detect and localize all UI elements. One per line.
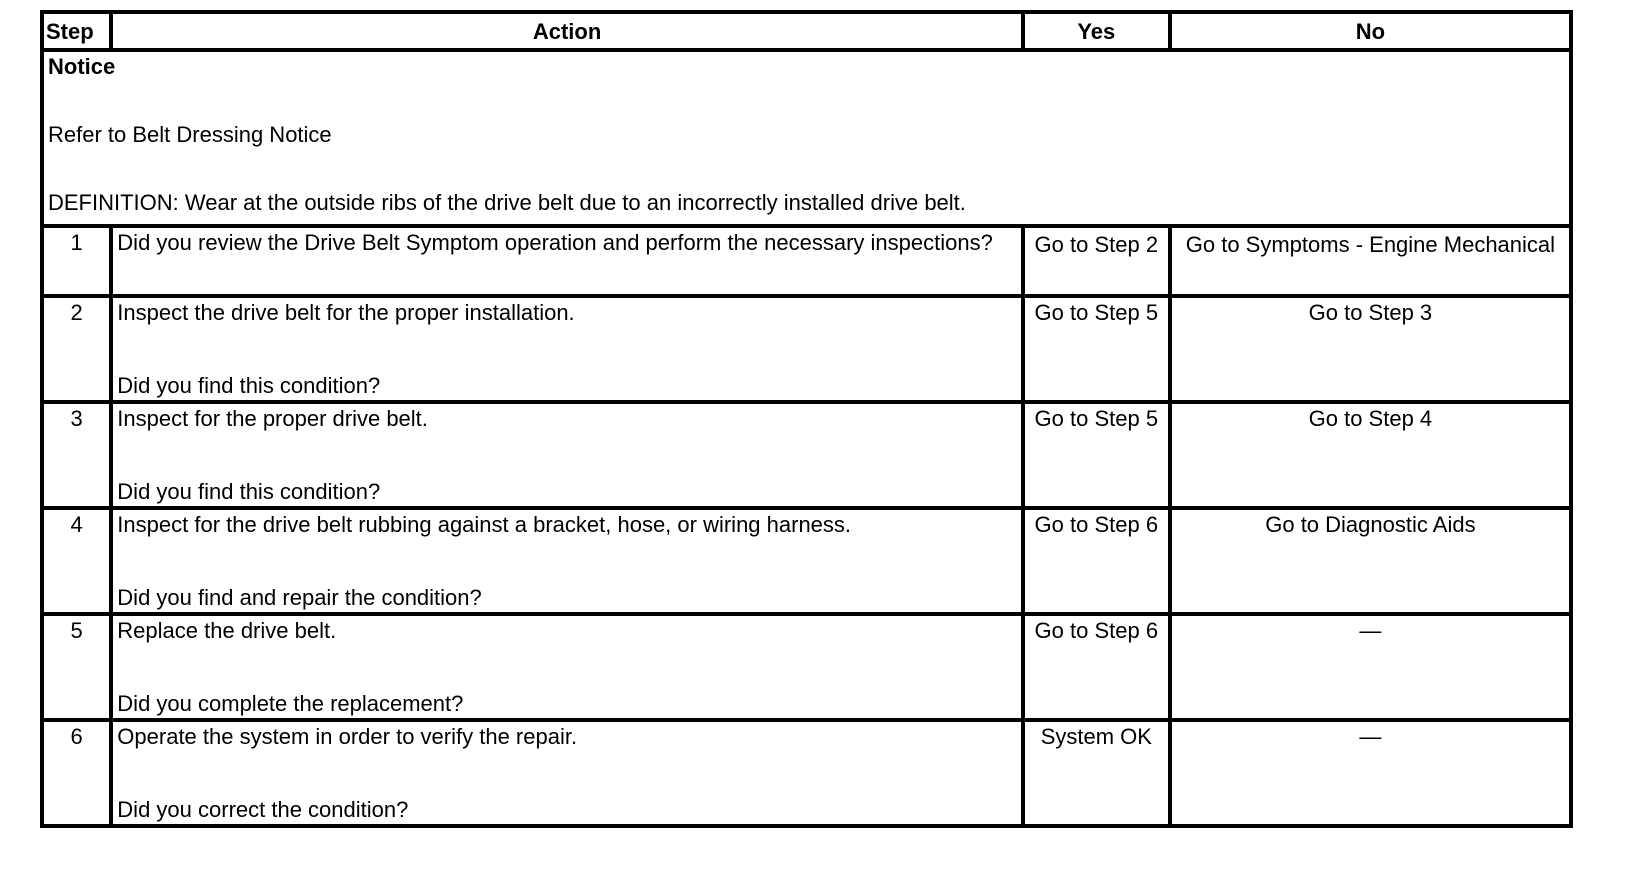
no-cell: Go to Diagnostic Aids: [1170, 508, 1571, 614]
notice-row: [42, 50, 1571, 226]
action-question: Did you correct the condition?: [117, 797, 409, 822]
yes-cell: Go to Step 2: [1023, 226, 1170, 296]
action-text: Inspect the drive belt for the proper installation.: [117, 300, 575, 325]
step-number: 3: [42, 402, 111, 508]
notice-reference: Refer to Belt Dressing Notice: [48, 122, 332, 147]
step-number: 1: [42, 226, 111, 296]
step-number: 2: [42, 296, 111, 402]
no-cell: —: [1170, 614, 1571, 720]
action-text: Inspect for the drive belt rubbing against a bracket, hose, or wiring harness.: [117, 512, 852, 537]
header-action: Action: [111, 12, 1023, 50]
yes-cell: Go to Step 5: [1023, 402, 1170, 508]
action-question: Did you find this condition?: [117, 373, 381, 398]
action-question: Did you complete the replacement?: [117, 691, 464, 716]
step-number: 6: [42, 720, 111, 826]
action-cell: [111, 402, 1023, 508]
no-cell: Go to Step 4: [1170, 402, 1571, 508]
yes-cell: Go to Step 6: [1023, 508, 1170, 614]
action-question: Did you find this condition?: [117, 479, 381, 504]
header-no: No: [1170, 12, 1571, 50]
table-row: [42, 402, 1571, 508]
action-text: Did you review the Drive Belt Symptom operation and perform the necessary inspections?: [111, 226, 1023, 296]
table-row: [42, 226, 1571, 296]
header-yes: Yes: [1023, 12, 1170, 50]
action-cell: [111, 508, 1023, 614]
notice-title: Notice: [48, 54, 116, 79]
no-cell: Go to Symptoms - Engine Mechanical: [1170, 226, 1571, 296]
action-cell: [111, 296, 1023, 402]
yes-cell: Go to Step 6: [1023, 614, 1170, 720]
no-cell: —: [1170, 720, 1571, 826]
action-cell: [111, 720, 1023, 826]
header-step: Step: [42, 12, 111, 50]
table-row: [42, 720, 1571, 826]
yes-cell: Go to Step 5: [1023, 296, 1170, 402]
step-number: 4: [42, 508, 111, 614]
table-row: [42, 296, 1571, 402]
notice-definition: DEFINITION: Wear at the outside ribs of the drive belt due to an incorrectly installed drive belt.: [48, 190, 966, 215]
header-row: [42, 12, 1571, 50]
yes-cell: System OK: [1023, 720, 1170, 826]
no-cell: Go to Step 3: [1170, 296, 1571, 402]
action-text: Inspect for the proper drive belt.: [117, 406, 428, 431]
notice-cell: [42, 50, 1571, 226]
table-row: [42, 508, 1571, 614]
action-text: Operate the system in order to verify the repair.: [117, 724, 578, 749]
diagnostic-table: [40, 10, 1573, 828]
action-cell: [111, 614, 1023, 720]
table-row: [42, 614, 1571, 720]
action-text: Replace the drive belt.: [117, 618, 337, 643]
action-question: Did you find and repair the condition?: [117, 585, 482, 610]
step-number: 5: [42, 614, 111, 720]
